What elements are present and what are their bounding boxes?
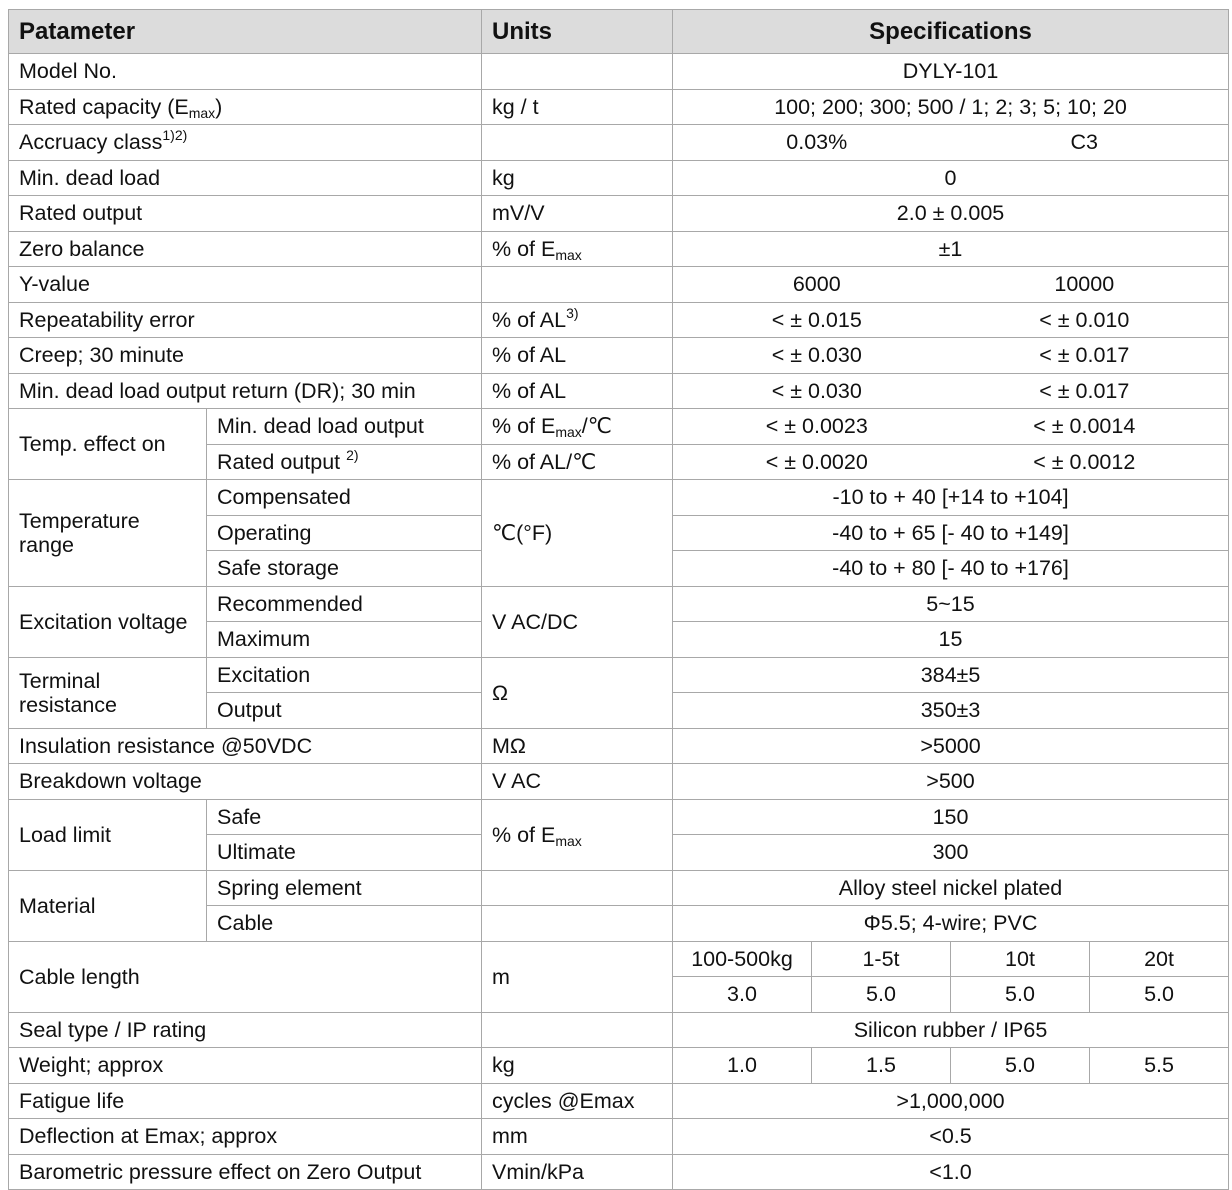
spec-value: 0.03% C3 [673, 125, 1229, 161]
param-label: Repeatability error [9, 302, 482, 338]
units-cell: cycles @Emax [482, 1083, 673, 1119]
spec-value: < ± 0.030 < ± 0.017 [673, 373, 1229, 409]
units-cell: % of $E_{max}$ [482, 231, 673, 267]
table-row [9, 338, 1229, 374]
table-row [9, 302, 1229, 338]
spec-value: 0 [673, 160, 1229, 196]
sub-param-label: Excitation [207, 657, 482, 693]
table-row [9, 409, 1229, 445]
spec-value: -40 to + 80 [- 40 to +176] [673, 551, 1229, 587]
table-row [9, 196, 1229, 232]
weight-value: 5.0 [951, 1048, 1090, 1084]
spec-value: 6000 10000 [673, 267, 1229, 303]
spec-value: < ± 0.0020 < ± 0.0012 [673, 444, 1229, 480]
weight-value: 1.0 [673, 1048, 812, 1084]
group-label: Load limit [9, 799, 207, 870]
spec-value: Silicon rubber / IP65 [673, 1012, 1229, 1048]
spec-value: 5~15 [673, 586, 1229, 622]
spec-table [8, 9, 1229, 1190]
units-cell: % of $E_{max}$ [482, 799, 673, 870]
units-cell: mV/V [482, 196, 673, 232]
group-label: Terminal resistance [9, 657, 207, 728]
weight-value: 5.5 [1090, 1048, 1229, 1084]
param-label: Creep; 30 minute [9, 338, 482, 374]
header-parameter: Patameter [9, 10, 482, 54]
cable-length-value: 5.0 [1090, 977, 1229, 1013]
units-cell [482, 125, 673, 161]
table-row [9, 267, 1229, 303]
table-row [9, 870, 1229, 906]
units-cell: V AC [482, 764, 673, 800]
cable-length-header: 20t [1090, 941, 1229, 977]
table-row [9, 373, 1229, 409]
spec-value: 300 [673, 835, 1229, 871]
spec-value: >5000 [673, 728, 1229, 764]
param-label: Fatigue life [9, 1083, 482, 1119]
units-cell: % of AL [482, 338, 673, 374]
table-row [9, 728, 1229, 764]
table-row [9, 160, 1229, 196]
table-row [9, 799, 1229, 835]
units-cell: Vmin/kPa [482, 1154, 673, 1190]
param-label: Barometric pressure effect on Zero Output [9, 1154, 482, 1190]
sub-param-label: Min. dead load output [207, 409, 482, 445]
spec-value: -40 to + 65 [- 40 to +149] [673, 515, 1229, 551]
sub-param-label: Cable [207, 906, 482, 942]
spec-value: 350±3 [673, 693, 1229, 729]
param-label: Min. dead load [9, 160, 482, 196]
table-row [9, 1154, 1229, 1190]
sub-param-label: Safe [207, 799, 482, 835]
spec-value: 150 [673, 799, 1229, 835]
sub-param-label: Compensated [207, 480, 482, 516]
group-label: Temp. effect on [9, 409, 207, 480]
table-row [9, 1012, 1229, 1048]
param-label: Deflection at Emax; approx [9, 1119, 482, 1155]
units-cell [482, 870, 673, 906]
spec-value: -10 to + 40 [+14 to +104] [673, 480, 1229, 516]
group-label: Excitation voltage [9, 586, 207, 657]
param-label: Seal type / IP rating [9, 1012, 482, 1048]
group-label: Temperature range [9, 480, 207, 587]
spec-value: >500 [673, 764, 1229, 800]
table-row [9, 89, 1229, 125]
cable-length-value: 5.0 [812, 977, 951, 1013]
spec-value: 2.0 ± 0.005 [673, 196, 1229, 232]
units-cell: Ω [482, 657, 673, 728]
units-cell: MΩ [482, 728, 673, 764]
spec-value: < ± 0.0023 < ± 0.0014 [673, 409, 1229, 445]
units-cell: m [482, 941, 673, 1012]
units-cell [482, 1012, 673, 1048]
units-cell: % of AL/℃ [482, 444, 673, 480]
cable-length-header: 1-5t [812, 941, 951, 977]
units-cell: % of $E_{max}/℃$ [482, 409, 673, 445]
param-label: Min. dead load output return (DR); 30 min [9, 373, 482, 409]
spec-value: 15 [673, 622, 1229, 658]
header-row [9, 10, 1229, 54]
units-cell: ℃(°F) [482, 480, 673, 587]
param-label: Model No. [9, 54, 482, 90]
sub-param-label: Ultimate [207, 835, 482, 871]
table-row [9, 54, 1229, 90]
spec-value: 384±5 [673, 657, 1229, 693]
table-row [9, 764, 1229, 800]
spec-sheet [8, 9, 1229, 1190]
spec-value: Alloy steel nickel plated [673, 870, 1229, 906]
spec-value: 100; 200; 300; 500 / 1; 2; 3; 5; 10; 20 [673, 89, 1229, 125]
table-row [9, 231, 1229, 267]
header-units: Units [482, 10, 673, 54]
units-cell [482, 267, 673, 303]
sub-param-label: Maximum [207, 622, 482, 658]
param-label: Zero balance [9, 231, 482, 267]
sub-param-label: Rated output $^{2)}$ [207, 444, 482, 480]
cable-length-header: 10t [951, 941, 1090, 977]
cable-length-value: 5.0 [951, 977, 1090, 1013]
units-cell: kg / t [482, 89, 673, 125]
units-cell: % of AL [482, 373, 673, 409]
table-row [9, 657, 1229, 693]
spec-value: >1,000,000 [673, 1083, 1229, 1119]
table-row [9, 1083, 1229, 1119]
cable-length-value: 3.0 [673, 977, 812, 1013]
spec-value: < ± 0.015 < ± 0.010 [673, 302, 1229, 338]
weight-value: 1.5 [812, 1048, 951, 1084]
sub-param-label: Safe storage [207, 551, 482, 587]
table-row [9, 1048, 1229, 1084]
units-cell [482, 54, 673, 90]
table-row [9, 1119, 1229, 1155]
spec-value: <0.5 [673, 1119, 1229, 1155]
units-cell: V AC/DC [482, 586, 673, 657]
spec-value: <1.0 [673, 1154, 1229, 1190]
param-label: Rated output [9, 196, 482, 232]
units-cell: % of AL$^{3)}$ [482, 302, 673, 338]
sub-param-label: Recommended [207, 586, 482, 622]
table-row [9, 586, 1229, 622]
table-row [9, 941, 1229, 977]
units-cell: kg [482, 160, 673, 196]
sub-param-label: Operating [207, 515, 482, 551]
param-label: Rated capacity $(E_{max})$ [9, 89, 482, 125]
spec-value: DYLY-101 [673, 54, 1229, 90]
spec-value: ±1 [673, 231, 1229, 267]
param-label: Breakdown voltage [9, 764, 482, 800]
spec-value: Φ5.5; 4-wire; PVC [673, 906, 1229, 942]
table-row [9, 125, 1229, 161]
group-label: Material [9, 870, 207, 941]
header-specifications: Specifications [673, 10, 1229, 54]
param-label: Insulation resistance @50VDC [9, 728, 482, 764]
param-label: Accruacy class$^{1)2)}$ [9, 125, 482, 161]
param-label: Cable length [9, 941, 482, 1012]
cable-length-header: 100-500kg [673, 941, 812, 977]
table-row [9, 480, 1229, 516]
param-label: Y-value [9, 267, 482, 303]
units-cell: kg [482, 1048, 673, 1084]
spec-value: < ± 0.030 < ± 0.017 [673, 338, 1229, 374]
sub-param-label: Output [207, 693, 482, 729]
param-label: Weight; approx [9, 1048, 482, 1084]
sub-param-label: Spring element [207, 870, 482, 906]
units-cell: mm [482, 1119, 673, 1155]
units-cell [482, 906, 673, 942]
